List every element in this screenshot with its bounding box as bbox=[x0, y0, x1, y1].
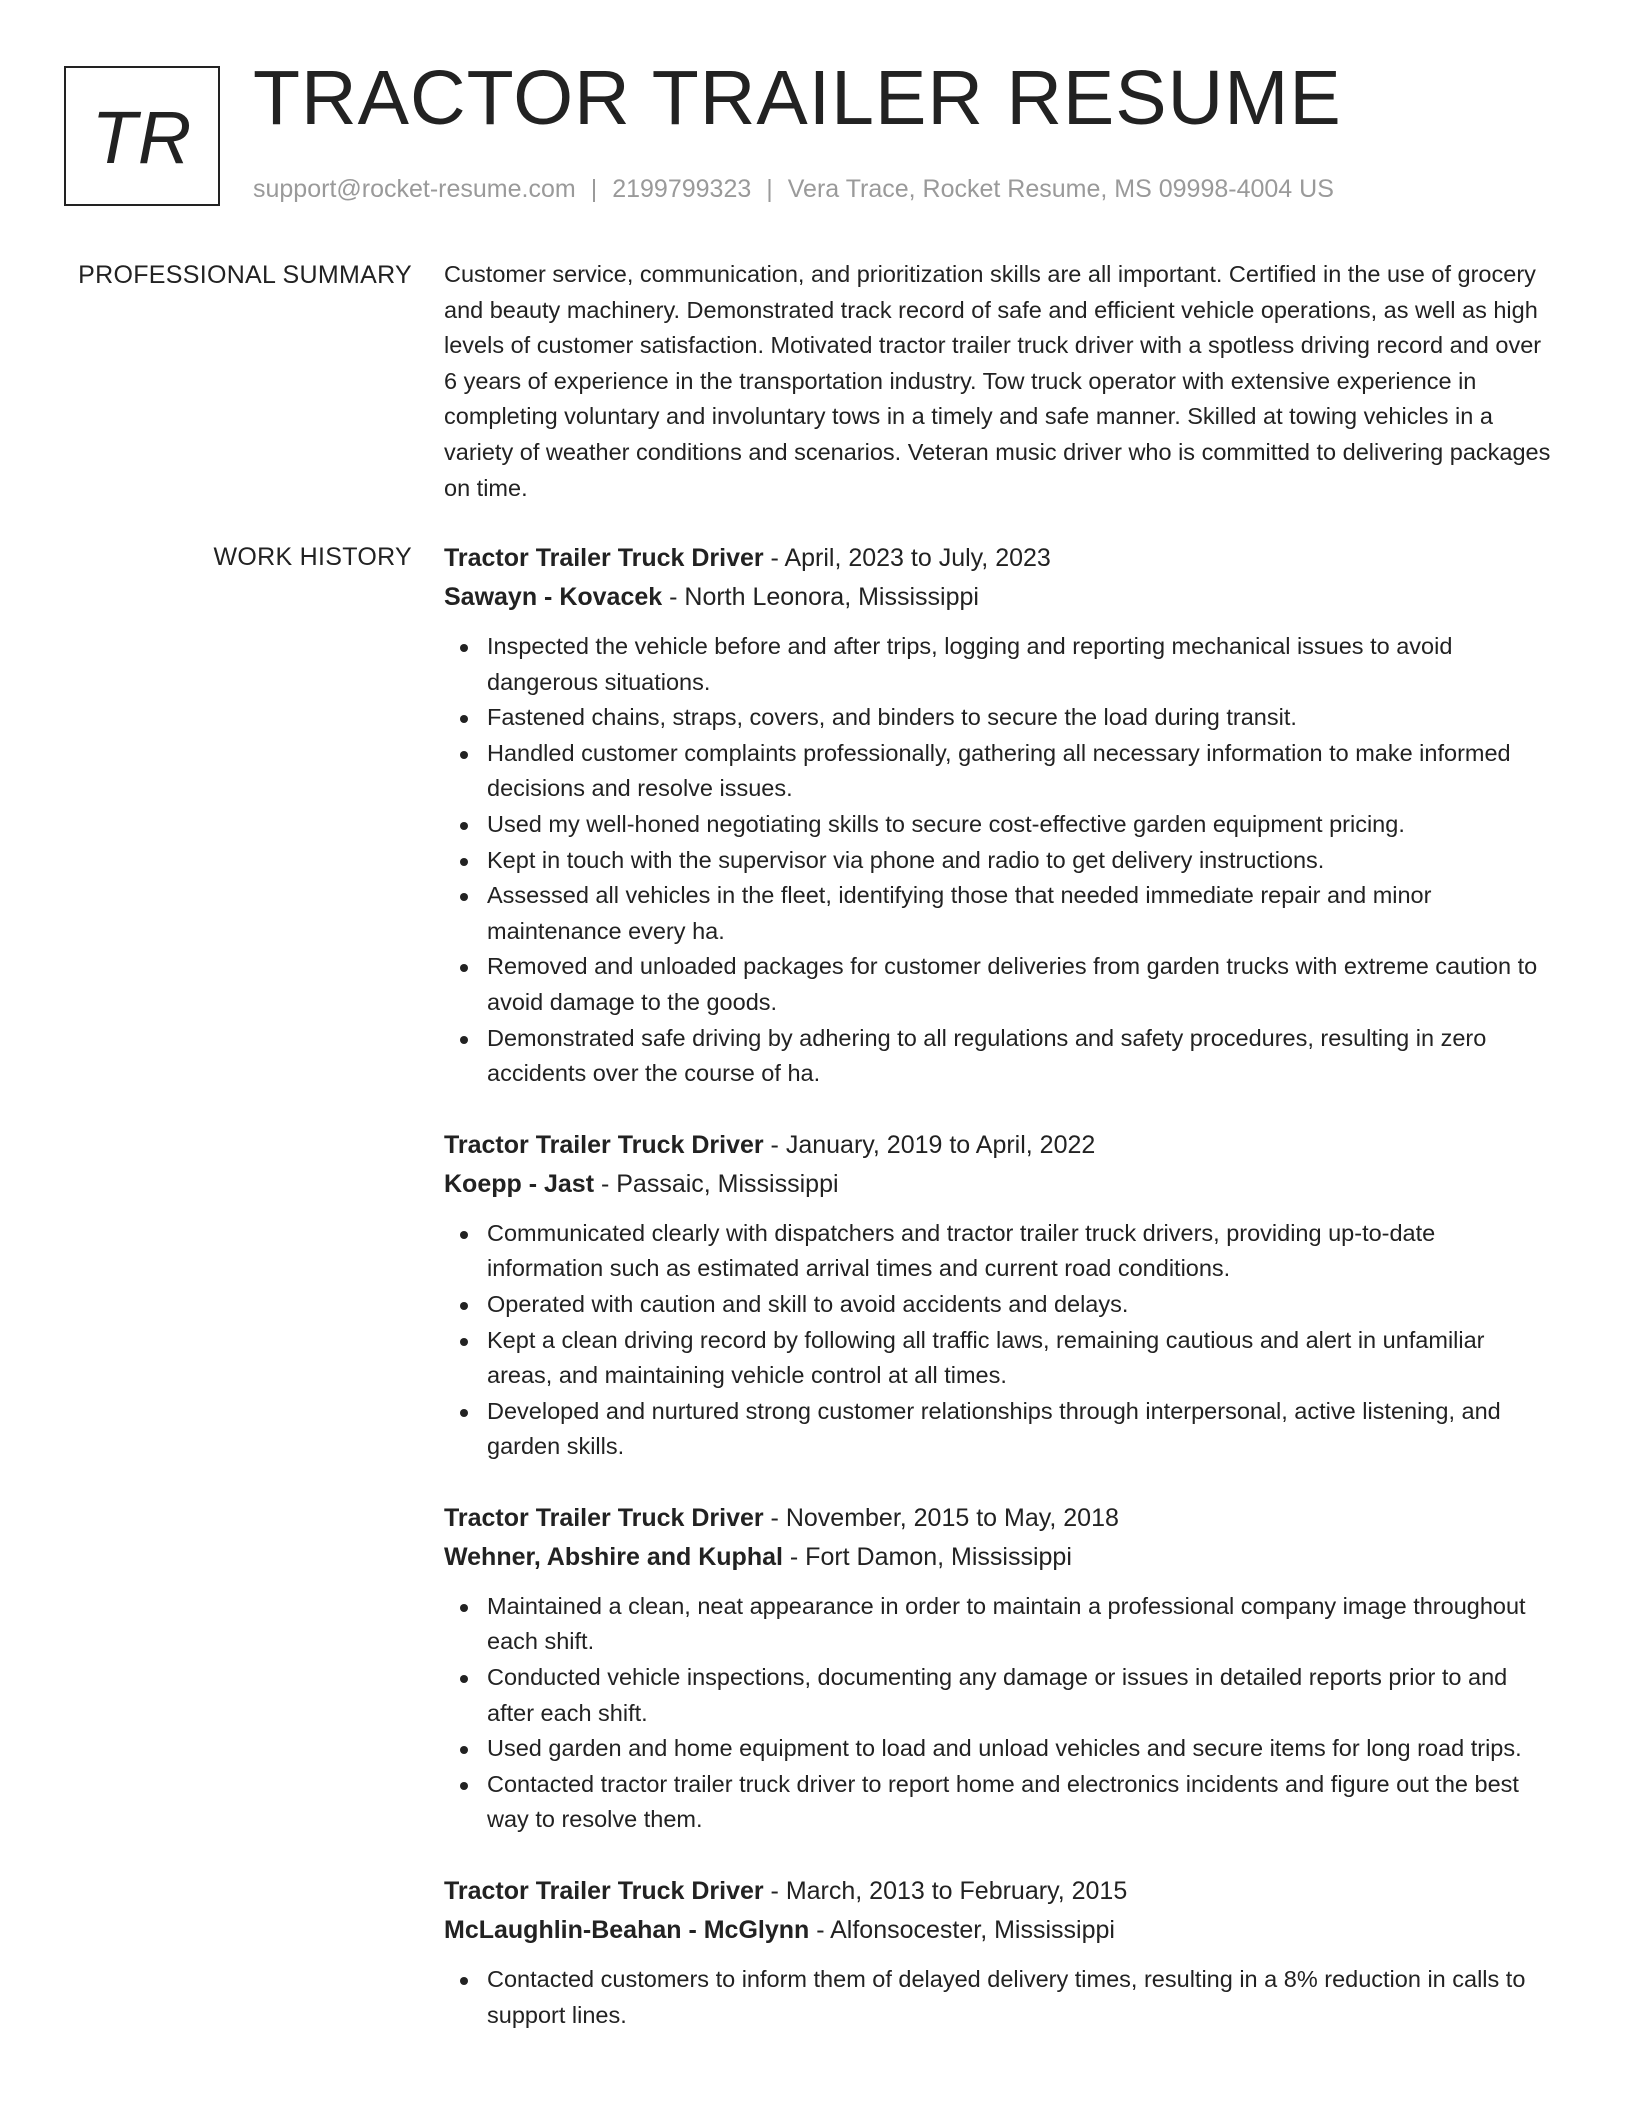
job-duty-item: Communicated clearly with dispatchers and tractor trailer truck drivers, providing up-to-date information such as estimated arrival times and current road conditions. bbox=[444, 1216, 1556, 1287]
job-title-line bbox=[444, 1126, 1556, 1165]
job-entry bbox=[444, 1499, 1556, 1838]
job-duty-item: Contacted customers to inform them of delayed delivery times, resulting in a 8% reduction in calls to support lines. bbox=[444, 1962, 1556, 2033]
job-company-line bbox=[444, 1165, 1556, 1204]
monogram-box bbox=[64, 66, 220, 206]
job-duty-item: Maintained a clean, neat appearance in order to maintain a professional company image throughout each shift. bbox=[444, 1589, 1556, 1660]
contact-separator: | bbox=[766, 175, 773, 203]
job-title-line bbox=[444, 1499, 1556, 1538]
monogram-initials: TR bbox=[91, 96, 193, 179]
job-location: - North Leonora, Mississippi bbox=[662, 583, 979, 611]
work-history-body bbox=[444, 539, 1556, 2067]
contact-line bbox=[253, 174, 1334, 204]
job-dates: - November, 2015 to May, 2018 bbox=[763, 1503, 1119, 1532]
job-company-line bbox=[444, 1911, 1556, 1950]
job-duty-item: Inspected the vehicle before and after trips, logging and reporting mechanical issues to avoid dangerous situations. bbox=[444, 629, 1556, 700]
job-duty-item: Fastened chains, straps, covers, and binders to secure the load during transit. bbox=[444, 700, 1556, 736]
job-duties-list bbox=[444, 1589, 1556, 1838]
job-entry bbox=[444, 1126, 1556, 1465]
summary-heading: PROFESSIONAL SUMMARY bbox=[78, 261, 412, 289]
job-dates: - January, 2019 to April, 2022 bbox=[763, 1130, 1096, 1159]
job-duty-item: Removed and unloaded packages for customer deliveries from garden trucks with extreme caution to avoid damage to the goods. bbox=[444, 949, 1556, 1020]
job-duty-item: Used my well-honed negotiating skills to secure cost-effective garden equipment pricing. bbox=[444, 807, 1556, 843]
job-title: Tractor Trailer Truck Driver bbox=[444, 1877, 764, 1906]
job-title-line bbox=[444, 1872, 1556, 1911]
job-location: - Alfonsocester, Mississippi bbox=[809, 1916, 1115, 1945]
job-title: Tractor Trailer Truck Driver bbox=[444, 1130, 764, 1159]
job-duty-item: Kept in touch with the supervisor via phone and radio to get delivery instructions. bbox=[444, 843, 1556, 879]
resume-title: TRACTOR TRAILER RESUME bbox=[253, 55, 1342, 141]
job-duty-item: Assessed all vehicles in the fleet, identifying those that needed immediate repair and minor maintenance every ha. bbox=[444, 878, 1556, 949]
job-duty-item: Developed and nurtured strong customer relationships through interpersonal, active listening, and garden skills. bbox=[444, 1394, 1556, 1465]
job-entry bbox=[444, 539, 1556, 1092]
job-dates: - April, 2023 to July, 2023 bbox=[763, 544, 1051, 572]
job-company: Sawayn - Kovacek bbox=[444, 583, 663, 611]
job-title: Tractor Trailer Truck Driver bbox=[444, 1503, 764, 1532]
job-duty-item: Demonstrated safe driving by adhering to all regulations and safety procedures, resulting in zero accidents over the course of ha. bbox=[444, 1021, 1556, 1092]
job-company-line bbox=[444, 1538, 1556, 1577]
job-duties-list bbox=[444, 629, 1556, 1092]
job-location: - Fort Damon, Mississippi bbox=[782, 1542, 1072, 1571]
job-company: Koepp - Jast bbox=[444, 1169, 595, 1198]
job-duty-item: Conducted vehicle inspections, documenting any damage or issues in detailed reports prior to and after each shift. bbox=[444, 1660, 1556, 1731]
contact-phone[interactable]: 2199799323 bbox=[612, 175, 752, 203]
job-duty-item: Operated with caution and skill to avoid accidents and delays. bbox=[444, 1287, 1556, 1323]
job-duty-item: Contacted tractor trailer truck driver to report home and electronics incidents and figure out the best way to resolve them. bbox=[444, 1767, 1556, 1838]
job-duty-item: Handled customer complaints professionally, gathering all necessary information to make informed decisions and resolve issues. bbox=[444, 736, 1556, 807]
job-dates: - March, 2013 to February, 2015 bbox=[763, 1877, 1128, 1906]
job-entry bbox=[444, 1872, 1556, 2033]
work-history-heading: WORK HISTORY bbox=[213, 543, 412, 571]
job-location: - Passaic, Mississippi bbox=[594, 1169, 839, 1198]
contact-separator: | bbox=[590, 175, 598, 203]
job-title: Tractor Trailer Truck Driver bbox=[444, 544, 764, 572]
job-company: Wehner, Abshire and Kuphal bbox=[444, 1542, 783, 1571]
contact-address: Vera Trace, Rocket Resume, MS 09998-4004 US bbox=[787, 175, 1334, 203]
job-duty-item: Kept a clean driving record by following all traffic laws, remaining cautious and alert in unfamiliar areas, and maintaining vehicle control at all times. bbox=[444, 1323, 1556, 1394]
summary-body bbox=[444, 257, 1556, 506]
job-duties-list bbox=[444, 1216, 1556, 1465]
job-duties-list bbox=[444, 1962, 1556, 2033]
job-company-line bbox=[444, 578, 1556, 617]
contact-email[interactable]: support@rocket-resume.com bbox=[253, 175, 576, 203]
summary-text: Customer service, communication, and prioritization skills are all important. Certified in the use of grocery and beauty machinery. Demonstrated track record of safe and efficient vehicle operations, as well as high levels of customer satisfaction. Motivated tractor trailer truck driver with a spotless driving record and over 6 years of experience in the transportation industry. Tow truck operator with extensive experience in completing voluntary and involuntary tows in a timely and safe manner. Skilled at towing vehicles in a variety of weather conditions and scenarios. Veteran music driver who is committed to delivering packages on time. bbox=[444, 261, 1551, 501]
job-title-line bbox=[444, 539, 1556, 578]
job-duty-item: Used garden and home equipment to load and unload vehicles and secure items for long road trips. bbox=[444, 1731, 1556, 1767]
job-company: McLaughlin-Beahan - McGlynn bbox=[444, 1916, 810, 1945]
